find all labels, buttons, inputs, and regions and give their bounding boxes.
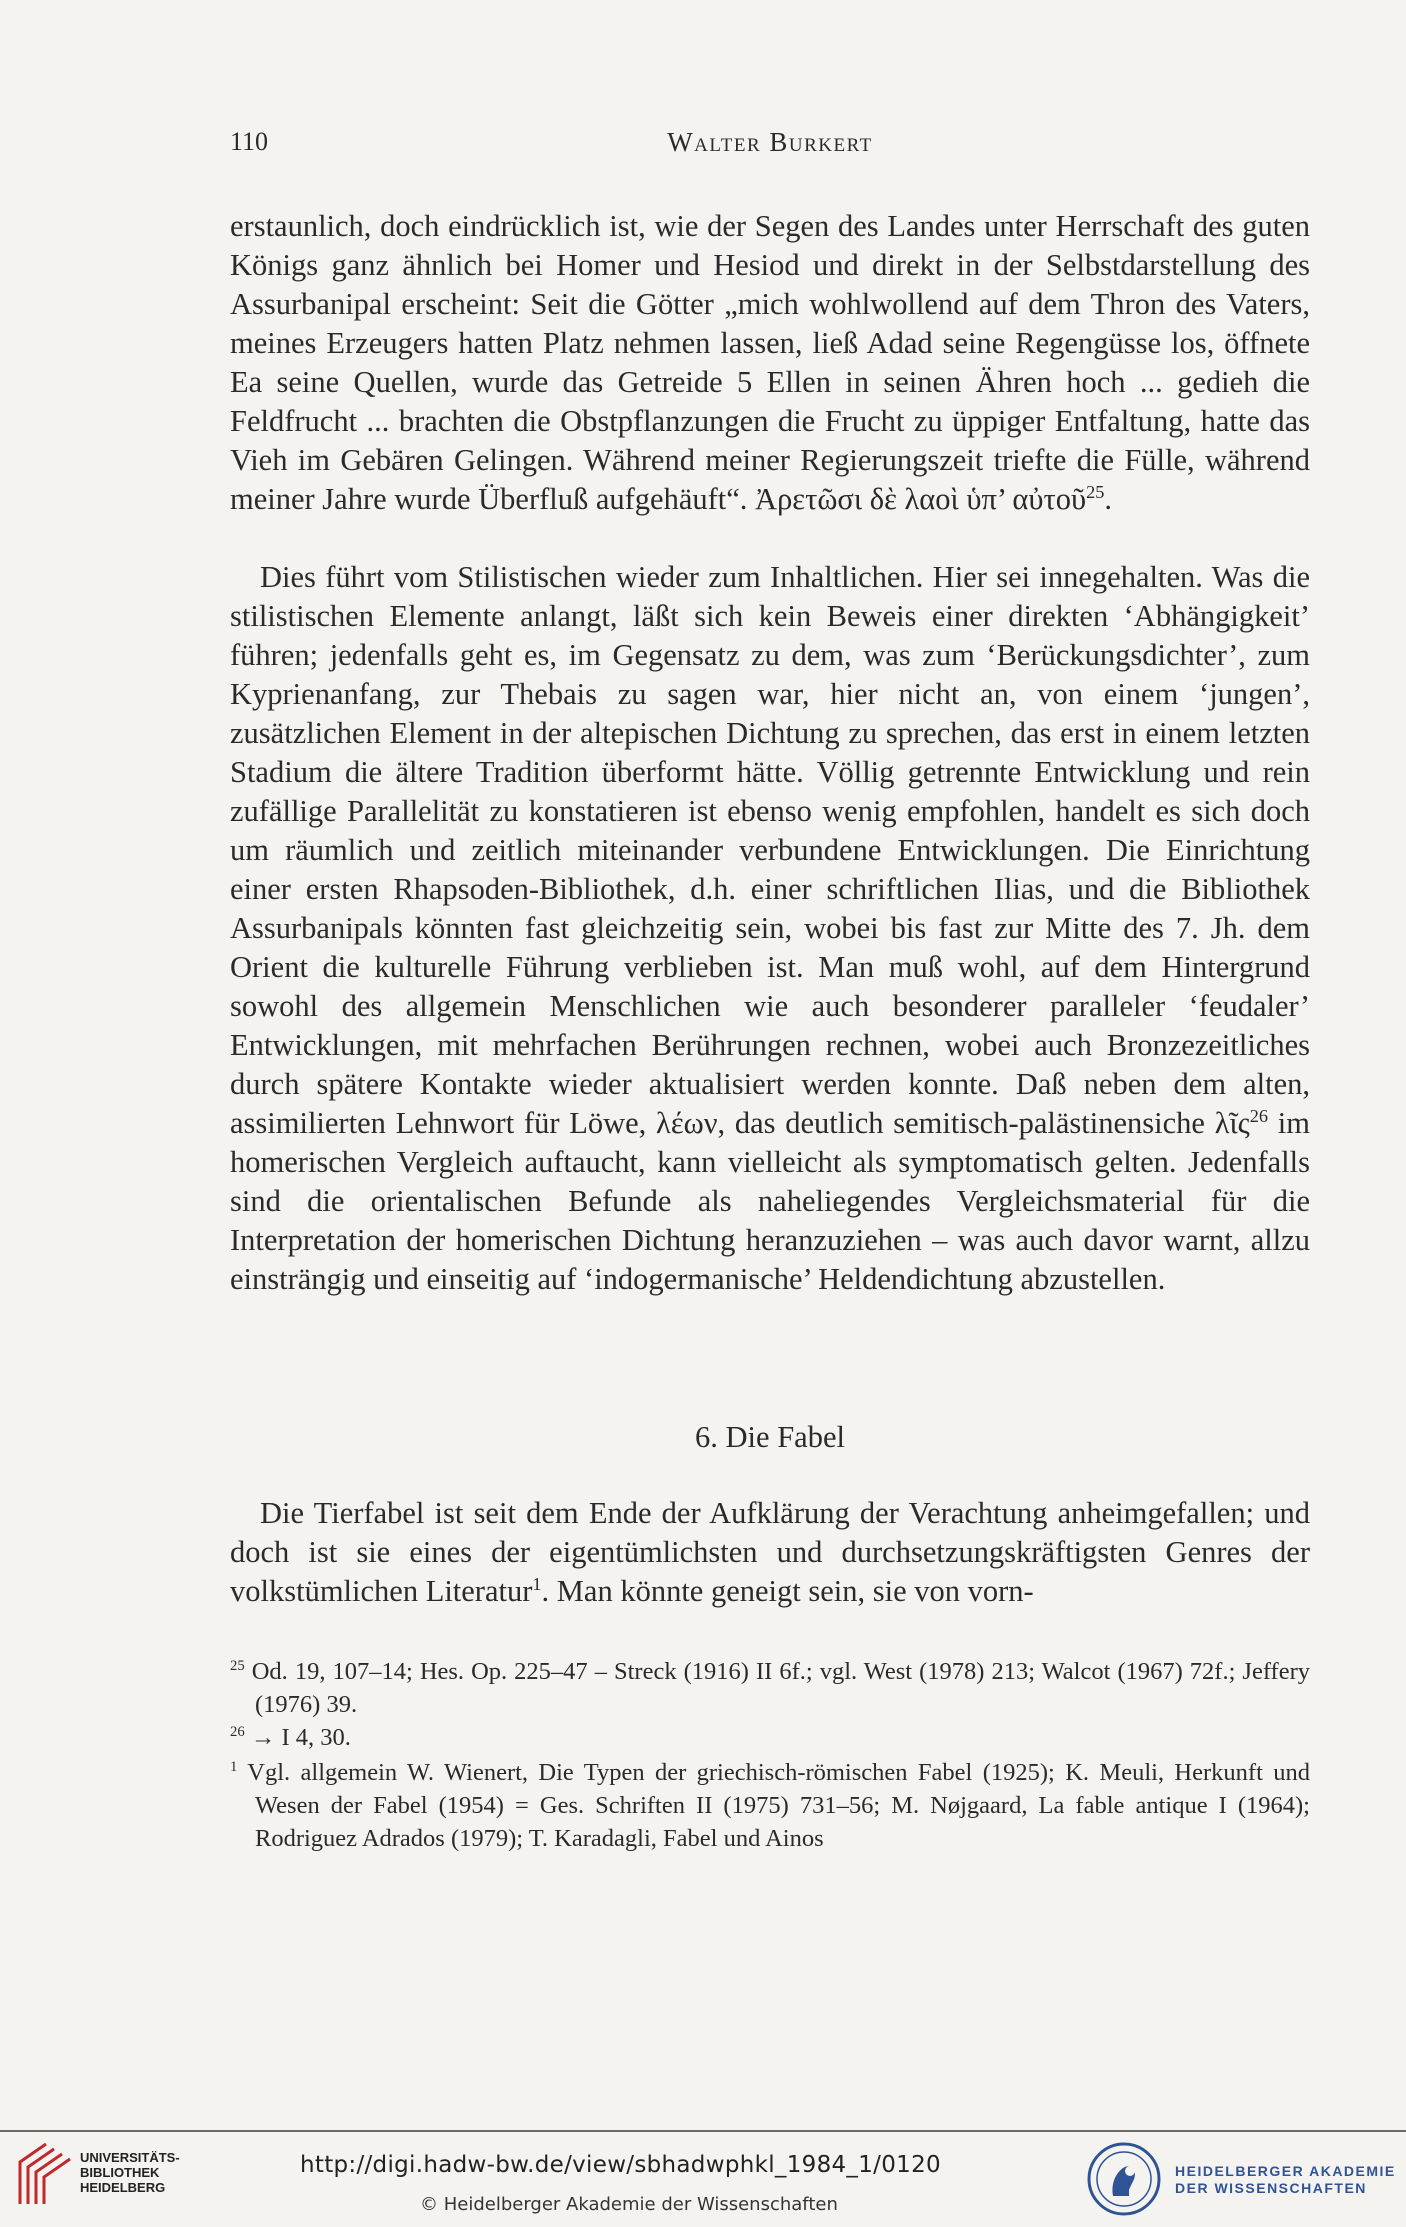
- source-url-link[interactable]: http://digi.hadw-bw.de/view/sbhadwphkl_1984_1/0120: [300, 2152, 941, 2178]
- copyright-notice: © Heidelberger Akademie der Wissenschaften: [420, 2194, 838, 2215]
- university-library-name: [80, 2150, 180, 2195]
- footnote-text: → I 4, 30.: [244, 1724, 351, 1751]
- footnote-text: Vgl. allgemein W. Wienert, Die Typen der griechisch-römischen Fabel (1925); K. Meuli, Herkunft und Wesen der Fabel (1954) = Ges. Schriften II (1975) 731–56; M. Nøjgaard, La fable antique I (1964); Rodriguez Adrados (1979); T. Karadagli, Fabel und Ainos: [237, 1759, 1310, 1852]
- footer-divider: [0, 2130, 1406, 2132]
- paragraph-text: erstaunlich, doch eindrücklich ist, wie der Segen des Landes unter Herrschaft des guten Königs ganz ähnlich bei Homer und Hesiod und direkt in der Selbstdarstellung des Assurbanipal erscheint: Seit die Götter „mich wohlwollend auf dem Thron des Vaters, meines Erzeugers hatten Platz nehmen lassen, ließ Adad seine Regengüsse los, öffnete Ea seine Quellen, wurde das Getreide 5 Ellen in seinen Ähren hoch ... gedieh die Feldfrucht ... brachten die Obstpflanzungen die Frucht zu üppiger Entfaltung, hatte das Vieh im Gebären Gelingen. Während meiner Regierungszeit triefte die Fülle, während meiner Jahre wurde Überfluß aufgehäuft“. Ἀρετῶσι δὲ λαοὶ ὑπ’ αὐτοῦ: [230, 209, 1310, 516]
- academy-name-line: HEIDELBERGER AKADEMIE: [1175, 2163, 1396, 2179]
- running-title: Walter Burkert: [667, 127, 873, 157]
- page-footer: [0, 2130, 1406, 2227]
- university-library-logo-icon: [12, 2140, 74, 2210]
- footnote-reference: 25: [1086, 481, 1105, 502]
- footnote: [230, 1721, 1310, 1754]
- library-name-line: UNIVERSITÄTS-: [80, 2150, 180, 2165]
- body-paragraph: [230, 207, 1310, 519]
- body-paragraph: [230, 558, 1310, 1299]
- paragraph-text: .: [1104, 482, 1112, 516]
- footnote-reference: 26: [1249, 1105, 1269, 1126]
- body-paragraph: [230, 1494, 1310, 1611]
- footnote-mark: 26: [230, 1723, 245, 1740]
- footnote: [230, 1655, 1310, 1721]
- library-name-line: BIBLIOTHEK: [80, 2165, 160, 2180]
- section-heading: 6. Die Fabel: [695, 1420, 845, 1454]
- paragraph-text: Dies führt vom Stilistischen wieder zum Inhaltlichen. Hier sei innegehalten. Was die stilistischen Elemente anlangt, läßt sich kein Beweis einer direkten ‘Abhängigkeit’ führen; jedenfalls geht es, im Gegensatz zu dem, was zum ‘Berückungsdichter’, zum Kyprienanfang, zur Thebais zu sagen war, hier nicht an, von einem ‘jungen’, zusätzlichen Element in der altepischen Dichtung zu sprechen, das erst in einem letzten Stadium die ältere Tradition überformt hätte. Völlig getrennte Entwicklung und rein zufällige Parallelität zu konstatieren ist ebenso wenig empfohlen, handelt es sich doch um räumlich und zeitlich miteinander verbundene Entwicklungen. Die Einrichtung einer ersten Rhapsoden-Bibliothek, d.h. einer schriftlichen Ilias, und die Bibliothek Assurbanipals könnten fast gleichzeitig sein, wobei bis fast zur Mitte des 7. Jh. dem Orient die kulturelle Führung verblieben ist. Man muß wohl, auf dem Hintergrund sowohl des allgemein Menschlichen wie auch besonderer paralleler ‘feudaler’ Entwicklungen, mit mehrfachen Berührungen rechnen, wobei auch Bronzezeitliches durch spätere Kontakte wieder aktualisiert werden konnte. Daß neben dem alten, assimilierten Lehnwort für Löwe, λέων, das deutlich semitisch-palästinensiche λῖς: [230, 560, 1310, 1140]
- paragraph-text: . Man könnte geneigt sein, sie von vorn-: [541, 1574, 1034, 1608]
- academy-name: [1175, 2163, 1396, 2197]
- footnote-text: Od. 19, 107–14; Hes. Op. 225–47 – Streck (1916) II 6f.; vgl. West (1978) 213; Walcot (1967) 72f.; Jeffery (1976) 39.: [244, 1658, 1310, 1718]
- footnote-mark: 1: [230, 1758, 238, 1775]
- academy-name-line: DER WISSENSCHAFTEN: [1175, 2180, 1367, 2196]
- library-name-line: HEIDELBERG: [80, 2180, 166, 2195]
- paragraph-text: im homerischen Vergleich auftaucht, kann vielleicht als symptomatisch gelten. Jedenfalls sind die orientalischen Befunde als naheliegendes Vergleichsmaterial für die Interpretation der homerischen Dichtung heranzuziehen – was auch davor warnt, allzu einsträngig und einseitig auf ‘indogermanische’ Heldendichtung abzustellen.: [230, 1106, 1310, 1296]
- footnote: [230, 1756, 1310, 1855]
- footnote-reference: 1: [532, 1573, 542, 1594]
- academy-seal-icon: [1085, 2140, 1163, 2218]
- footnote-mark: 25: [230, 1657, 245, 1674]
- paragraph-text: Die Tierfabel ist seit dem Ende der Aufklärung der Verachtung anheimgefallen; und doch ist sie eines der eigentümlichsten und durchsetzungskräftigsten Genres der volkstümlichen Literatur: [230, 1496, 1310, 1608]
- page-header: [230, 127, 1310, 167]
- page-number: 110: [230, 127, 269, 156]
